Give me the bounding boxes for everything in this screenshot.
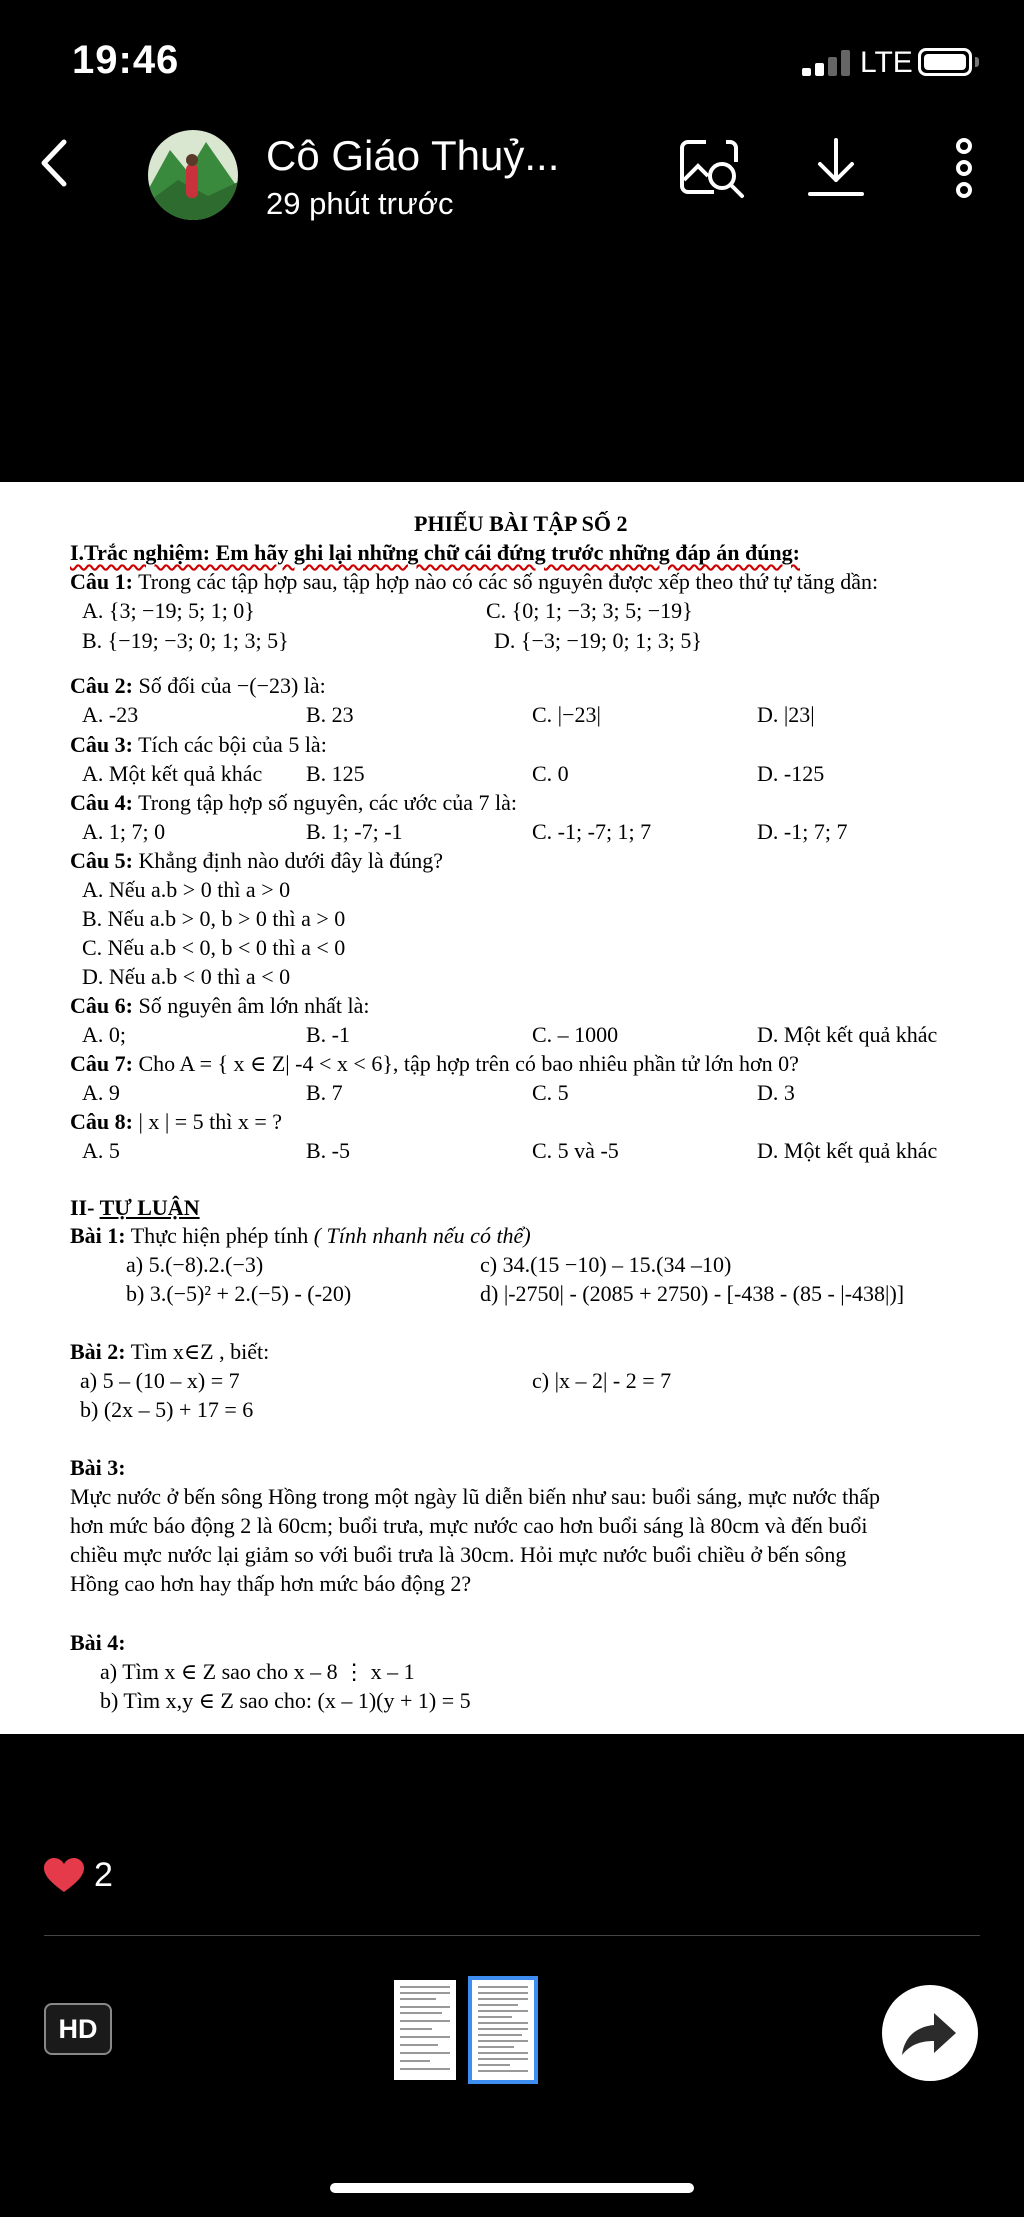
home-indicator (330, 2183, 694, 2193)
image-search-icon (676, 136, 748, 202)
q5-option-d: D. Nếu a.b < 0 thì a < 0 (82, 964, 291, 989)
q2-option-b: B. 23 (306, 702, 354, 727)
section-2-heading: II- TỰ LUẬN (70, 1195, 200, 1220)
chevron-left-icon (30, 132, 80, 194)
q5-option-a: A. Nếu a.b > 0 thì a > 0 (82, 877, 291, 902)
bai3-line: Mực nước ở bến sông Hồng trong một ngày lũ diễn biến như sau: buổi sáng, mực nước thấp (70, 1484, 881, 1509)
q8-option-a: A. 5 (82, 1138, 120, 1163)
battery-icon (918, 48, 972, 76)
bai1-item-a: a) 5.(−8).2.(−3) (126, 1252, 264, 1277)
signal-icon (802, 50, 852, 76)
q1-option-c: C. {0; 1; −3; 3; 5; −19} (486, 598, 693, 623)
q4-option-d: D. -1; 7; 7 (757, 819, 848, 844)
q8-option-d: D. Một kết quả khác (757, 1138, 938, 1163)
q4-option-b: B. 1; -7; -1 (306, 819, 403, 844)
question-4: Câu 4: Trong tập hợp số nguyên, các ước của 7 là: (70, 790, 518, 815)
worksheet-title: PHIẾU BÀI TẬP SỐ 2 (414, 511, 628, 536)
bai3-line: hơn mức báo động 2 là 60cm; buổi trưa, mực nước cao hơn buổi sáng là 80cm và đến buổi (70, 1513, 868, 1538)
question-8: Câu 8: | x | = 5 thì x = ? (70, 1109, 283, 1134)
bai1-item-c: c) 34.(15 −10) – 15.(34 –10) (480, 1252, 732, 1277)
q7-option-b: B. 7 (306, 1080, 343, 1105)
q4-option-a: A. 1; 7; 0 (82, 819, 166, 844)
q3-option-c: C. 0 (532, 761, 569, 786)
q8-option-c: C. 5 và -5 (532, 1138, 619, 1163)
download-icon (806, 134, 866, 202)
bai1-item-d: d) |-2750| - (2085 + 2750) - [-438 - (85 - |-438|)] (480, 1281, 905, 1306)
bai-3-label: Bài 3: (70, 1455, 126, 1480)
share-button[interactable] (882, 1985, 978, 2081)
question-7: Câu 7: Cho A = { x ∈ Z| -4 < x < 6}, tập hợp trên có bao nhiêu phần tử lớn hơn 0? (70, 1051, 799, 1076)
q5-option-c: C. Nếu a.b < 0, b < 0 thì a < 0 (82, 935, 346, 960)
post-time: 29 phút trước (266, 186, 454, 221)
hd-toggle[interactable]: HD (44, 2003, 112, 2055)
download-button[interactable] (806, 134, 866, 202)
q3-option-b: B. 125 (306, 761, 365, 786)
network-type: LTE (860, 46, 913, 79)
question-6: Câu 6: Số nguyên âm lớn nhất là: (70, 993, 370, 1018)
q2-option-a: A. -23 (82, 702, 139, 727)
q2-option-c: C. |−23| (532, 702, 601, 727)
question-1: Câu 1: Trong các tập hợp sau, tập hợp nào có các số nguyên được xếp theo thứ tự tăng dần: (70, 569, 879, 594)
bai4-item-b: b) Tìm x,y ∈ Z sao cho: (x – 1)(y + 1) = 5 (100, 1688, 471, 1713)
q1-option-a: A. {3; −19; 5; 1; 0} (82, 598, 255, 623)
bai2-item-c: c) |x – 2| - 2 = 7 (532, 1368, 672, 1393)
q7-option-a: A. 9 (82, 1080, 120, 1105)
like-button[interactable] (44, 1858, 84, 1894)
q7-option-d: D. 3 (757, 1080, 795, 1105)
thumbnail-image-2[interactable] (472, 1980, 534, 2080)
bai-4-label: Bài 4: (70, 1630, 126, 1655)
chat-title[interactable]: Cô Giáo Thuỷ... (266, 132, 560, 179)
q4-option-c: C. -1; -7; 1; 7 (532, 819, 652, 844)
q5-option-b: B. Nếu a.b > 0, b > 0 thì a > 0 (82, 906, 346, 931)
q6-option-d: D. Một kết quả khác (757, 1022, 938, 1047)
question-2: Câu 2: Số đối của −(−23) là: (70, 673, 326, 698)
image-search-button[interactable] (676, 136, 748, 202)
heart-icon (44, 1858, 84, 1894)
bai3-line: Hồng cao hơn hay thấp hơn mức báo động 2? (70, 1571, 472, 1596)
divider (44, 1935, 980, 1936)
bai4-item-a: a) Tìm x ∈ Z sao cho x – 8 ⋮ x – 1 (100, 1659, 415, 1684)
bai-2: Bài 2: Tìm x∈Z , biết: (70, 1339, 270, 1364)
more-vertical-icon (950, 134, 978, 204)
q7-option-c: C. 5 (532, 1080, 569, 1105)
question-5: Câu 5: Khẳng định nào dưới đây là đúng? (70, 848, 444, 873)
avatar[interactable] (148, 130, 238, 220)
back-button[interactable] (30, 132, 80, 194)
q3-option-d: D. -125 (757, 761, 825, 786)
q3-option-a: A. Một kết quả khác (82, 761, 263, 786)
bai3-line: chiều mực nước lại giảm so với buổi trưa là 30cm. Hỏi mực nước buổi chiều ở bến sông (70, 1542, 847, 1567)
thumbnail-image-1[interactable] (394, 1980, 456, 2080)
bai-1: Bài 1: Thực hiện phép tính ( Tính nhanh nếu có thể) (70, 1223, 531, 1248)
worksheet-image[interactable] (0, 482, 1024, 1734)
question-3: Câu 3: Tích các bội của 5 là: (70, 732, 327, 757)
q1-option-b: B. {−19; −3; 0; 1; 3; 5} (82, 628, 289, 653)
bai1-item-b: b) 3.(−5)² + 2.(−5) - (-20) (126, 1281, 352, 1306)
q2-option-d: D. |23| (757, 702, 815, 727)
q8-option-b: B. -5 (306, 1138, 350, 1163)
status-time: 19:46 (72, 38, 180, 82)
bai2-item-a: a) 5 – (10 – x) = 7 (80, 1368, 240, 1393)
q6-option-b: B. -1 (306, 1022, 350, 1047)
like-count: 2 (94, 1856, 113, 1894)
q6-option-c: C. – 1000 (532, 1022, 619, 1047)
q1-option-d: D. {−3; −19; 0; 1; 3; 5} (494, 628, 702, 653)
section-1-heading: I.Trắc nghiệm: Em hãy ghi lại những chữ cái đứng trước những đáp án đúng: (70, 540, 800, 565)
more-button[interactable] (950, 134, 978, 204)
share-arrow-icon (882, 1985, 978, 2081)
q6-option-a: A. 0; (82, 1022, 126, 1047)
bai2-item-b: b) (2x – 5) + 17 = 6 (80, 1397, 254, 1422)
